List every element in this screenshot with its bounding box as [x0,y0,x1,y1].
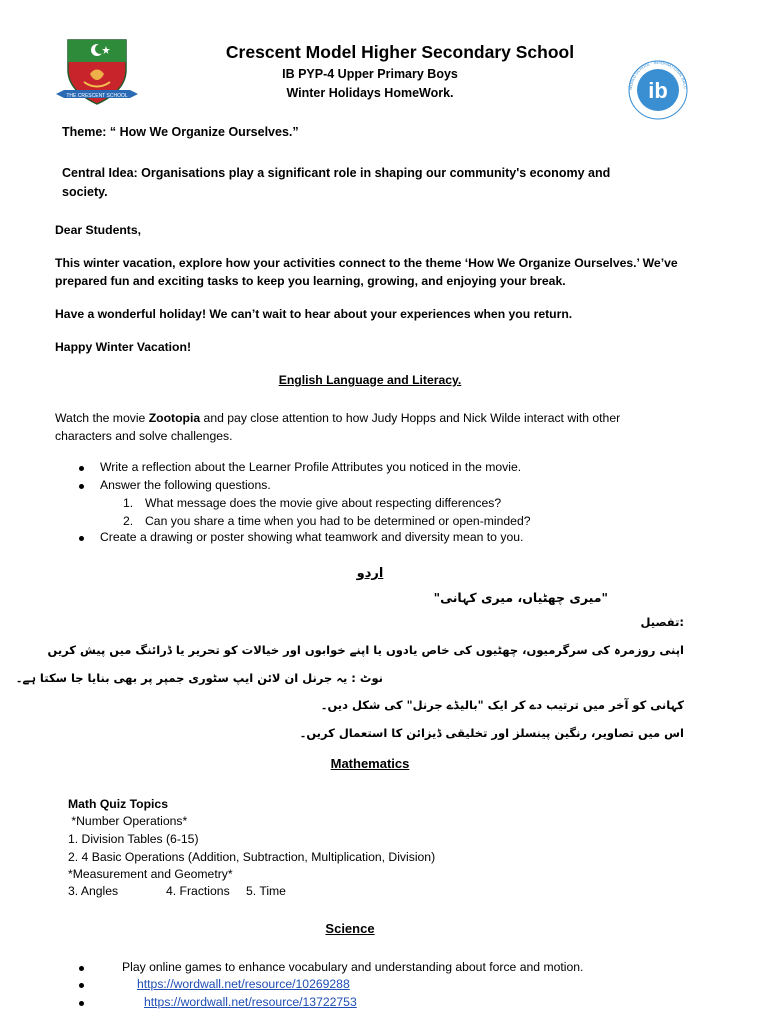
theme: Theme: “ How We Organize Ourselves.” [62,125,299,139]
school-name: Crescent Model Higher Secondary School [225,42,575,62]
english-intro-post: and pay close attention to how Judy Hopps and Nick Wilde interact with other [200,411,621,425]
bullet-dot [79,1001,84,1006]
grade-subtitle: IB PYP-4 Upper Primary Boys [282,67,458,81]
ib-logo [618,58,698,122]
letter-para1-line2: prepared fun and exciting tasks to keep you learning, growing, and enjoying your break. [55,274,566,288]
math-line-4: *Measurement and Geometry* [68,867,233,881]
urdu-line-3: کہانی کو آخر میں ترتیب دے کر ایک "بالیڈے جرنل" کی شکل دیں۔ [320,698,684,712]
question-number-1: 1. [123,496,134,510]
wordwall-link-1[interactable]: https://wordwall.net/resource/10269288 [137,977,350,991]
english-heading: English Language and Literacy. [278,373,462,387]
letter-para1-line1: This winter vacation, explore how your activities connect to the theme ‘How We Organize Ourselves.’ We’ve [55,256,678,270]
english-bullet-3: Create a drawing or poster showing what teamwork and diversity mean to you. [100,530,524,544]
school-logo-text: THE CRESCENT SCHOOL [66,93,128,99]
english-intro-pre: Watch the movie [55,411,149,425]
bullet-dot [79,466,84,471]
wordwall-link-2[interactable]: https://wordwall.net/resource/13722753 [144,995,357,1009]
english-bullet-1: Write a reflection about the Learner Profile Attributes you noticed in the movie. [100,460,522,474]
english-bullet-2: Answer the following questions. [100,478,271,492]
central-idea-line2: society. [62,185,108,199]
math-topic-time: 5. Time [246,884,286,898]
math-heading: Mathematics [330,756,410,771]
letter-para2: Have a wonderful holiday! We can’t wait to hear about your experiences when you return. [55,307,573,321]
english-intro-line2: characters and solve challenges. [55,429,233,443]
bullet-dot [79,983,84,988]
ib-ring-text: WORLD SCHOOL · INTERNATIONAL BACC [627,59,689,91]
movie-title: Zootopia [148,411,201,425]
central-idea-line1: Central Idea: Organisations play a significant role in shaping our community's economy and [62,166,611,180]
urdu-title: "میری چھٹیاں، میری کہانی" [433,590,608,605]
homework-title: Winter Holidays HomeWork. [286,86,454,100]
math-line-3: 2. 4 Basic Operations (Addition, Subtraction, Multiplication, Division) [68,850,436,864]
math-topic-angles: 3. Angles [68,884,119,898]
science-heading: Science [325,921,375,936]
bullet-dot [79,536,84,541]
math-line-2: 1. Division Tables (6-15) [68,832,199,846]
urdu-line-1: اپنی روزمرہ کی سرگرمیوں، چھٹیوں کی خاص یادوں یا اپنے خوابوں اور خیالات کو تحریر یا ڈرائنگ میں پیش کریں [47,643,684,657]
greeting: Dear Students, [55,223,142,237]
math-line-1: *Number Operations* [68,814,188,828]
urdu-heading: اردو [356,566,384,581]
question-number-2: 2. [123,514,134,528]
english-question-1: What message does the movie give about respecting differences? [145,496,502,510]
english-intro [55,411,620,425]
urdu-line-2: نوٹ : یہ جرنل ان لائن ایپ سٹوری جمپر پر بھی بنایا جا سکتا ہے۔ [15,671,383,685]
urdu-line-4: اس میں تصاویر، رنگین پینسلز اور تخلیقی ڈیزائن کا استعمال کریں۔ [299,726,684,740]
letter-para3: Happy Winter Vacation! [55,340,192,354]
english-question-2: Can you share a time when you had to be determined or open-minded? [145,514,531,528]
science-bullet-1: Play online games to enhance vocabulary and understanding about force and motion. [122,960,584,974]
math-topic-fractions: 4. Fractions [166,884,230,898]
school-logo [54,36,142,110]
math-subheading: Math Quiz Topics [68,797,168,811]
bullet-dot [79,966,84,971]
bullet-dot [79,484,84,489]
ib-logo-text: ib [648,78,668,103]
urdu-detail-label: :تفصیل [640,615,684,629]
